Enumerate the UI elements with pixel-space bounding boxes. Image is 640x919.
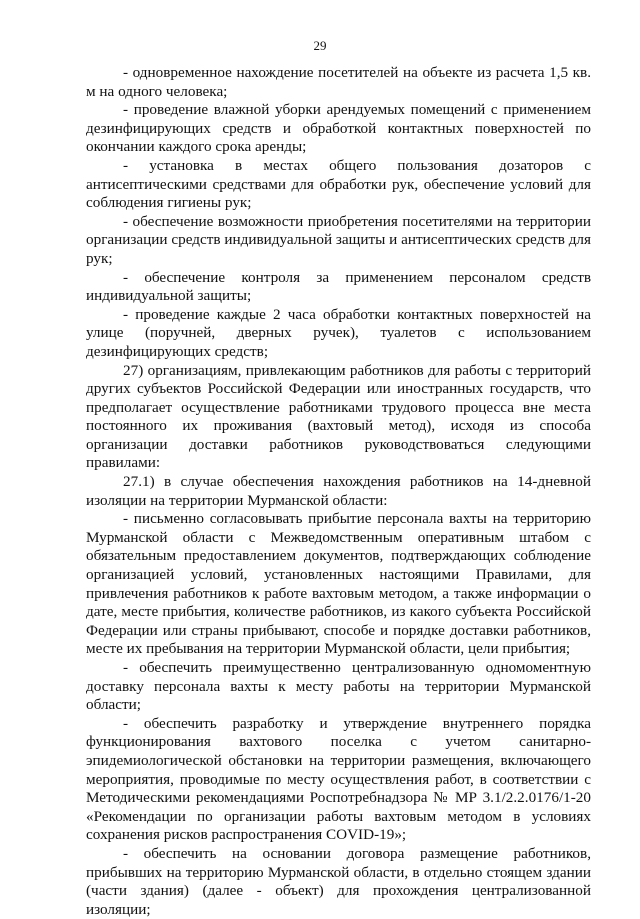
paragraph-camp-procedure: - обеспечить разработку и утверждение внутреннего порядка функционирования вахтового поселка с учетом санитарно-эпидемиологической обстановки на территории размещения, включающего мероприятия, проводимые по месту осуществления работ, в соответствии с Методическими рекомендациями Роспотребнадзора № МР 3.1/2.2.0176/1-20 «Рекомендации по организации работы вахтовым методом в условиях сохранения рисков распространения COVID-19»; [86,714,591,844]
document-body [86,64,591,919]
paragraph-item-27: 27) организациям, привлекающим работников для работы с территорий других субъектов Российской Федерации или иностранных государств, что предполагает осуществление работниками трудового процесса вне места постоянного их проживания (вахтовый метод), исходя из способа организации доставки работников руководствоваться следующими правилами: [86,361,591,472]
page-number: 29 [313,38,327,53]
paragraph-sanitizer-dispensers: - установка в местах общего пользования дозаторов с антисептическими средствами для обработки рук, обеспечение условий для соблюдения гигиены рук; [86,156,591,212]
paragraph-occupancy-limit: - одновременное нахождение посетителей на объекте из расчета 1,5 кв. м на одного человека; [86,64,591,100]
paragraph-item-27-1: 27.1) в случае обеспечения нахождения работников на 14-дневной изоляции на территории Мурманской области: [86,473,591,509]
paragraph-isolation-housing: - обеспечить на основании договора размещение работников, прибывших на территорию Мурманской области, в отдельно стоящем здании (части здания) (далее - объект) для прохождения централизованной изоляции; [86,844,591,918]
paragraph-outdoor-disinfection: - проведение каждые 2 часа обработки контактных поверхностей на улице (поручней, дверных ручек), туалетов с использованием дезинфицирующих средств; [86,305,591,360]
paragraph-ppe-control: - обеспечение контроля за применением персоналом средств индивидуальной защиты; [86,268,591,305]
paragraph-wet-cleaning: - проведение влажной уборки арендуемых помещений с применением дезинфицирующих средств и обработкой контактных поверхностей по окончании каждого срока аренды; [86,101,591,156]
paragraph-ppe-purchase: - обеспечение возможности приобретения посетителями на территории организации средств индивидуальной защиты и антисептических средств для рук; [86,212,591,267]
paragraph-arrival-approval: - письменно согласовывать прибытие персонала вахты на территорию Мурманской области с Межведомственным оперативным штабом с обязательным предоставлением документов, подтверждающих соблюдение организацией условий, установленных настоящими Правилами, для привлечения работников к работе вахтовым методом, а также информации о дате, месте прибытия, количестве работников, из какого субъекта Российской Федерации или страны прибывают, способе и порядке доставки работников, месте их пребывания на территории Мурманской области, цели прибытия; [86,510,591,658]
paragraph-centralized-delivery: - обеспечить преимущественно централизованную одномоментную доставку персонала вахты к месту работы на территории Мурманской области; [86,659,591,714]
